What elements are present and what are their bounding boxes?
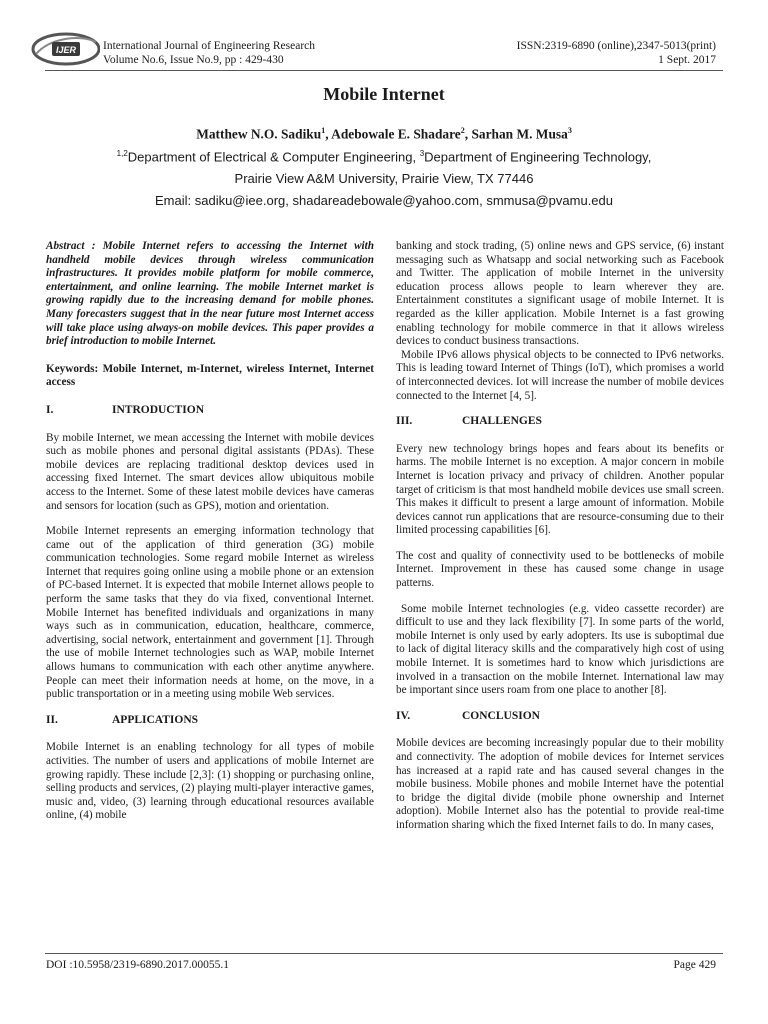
section-title: CONCLUSION (462, 709, 540, 722)
section-number: I. (46, 403, 54, 416)
paragraph: The cost and quality of connectivity used to be bottlenecks of mobile Internet. Improvement in these has caused some change in usage patterns. (396, 549, 724, 590)
paragraph: By mobile Internet, we mean accessing the Internet with mobile devices such as mobile phones and personal digital assistants (PDAs). These mobile devices are replacing traditional desktop devices used in accessing fixed Internet. The smart devices allow ubiquitous mobile access to the Internet. Some of these latest mobile devices have cameras and sensors for location (such as GPS), motion and orientation. (46, 431, 374, 512)
abstract: Abstract : Mobile Internet refers to accessing the Internet with handheld mobile devices through wireless communication infrastructures. It provides mobile platform for mobile commerce, entertainment, and online learning. The mobile Internet market is growing rapidly due to the increasing demand for mobile phones. Many forecasters suggest that in the near future most Internet access will take place using always-on mobile devices. This paper provides a brief introduction to mobile Internet. (46, 240, 374, 348)
section-heading-conclusion (396, 710, 724, 724)
author-emails: Email: sadiku@iee.org, shadareadebowale@yahoo.com, smmusa@pvamu.edu (155, 193, 613, 208)
section-heading-applications (46, 714, 374, 728)
affiliation-dept-2: Department of Engineering Technology, (424, 149, 652, 165)
paragraph: Mobile Internet represents an emerging information technology that came out of the application of third generation (3G) mobile communication technologies. Some regard mobile Internet as wireless Internet that requires going online using a mobile phone or an extension of PC-based Internet. It is expected that mobile Internet allows people to perform the same tasks that they do via fixed, conventional Internet. Mobile Internet has benefited individuals and organizations in many ways such as in communication, education, healthcare, commerce, advertising, social network, entertainment and government [1]. Through the use of mobile Internet technologies such as WAP, mobile Internet allows humans to communication with each other anytime anywhere. People can meet their information needs at home, on the move, in a public transportation or in a meeting using mobile Web services. (46, 525, 374, 701)
section-heading-challenges (396, 415, 724, 429)
footer-divider (45, 953, 723, 954)
right-column (396, 240, 724, 833)
author-sup: 3 (567, 126, 572, 135)
logo-text: IJER (55, 45, 77, 55)
section-title: APPLICATIONS (112, 713, 199, 726)
paragraph: Mobile Internet is an enabling technology for all types of mobile activities. The number of users and applications of mobile Internet are growing rapidly. These include [2,3]: (1) shopping or purchasing online, selling products and services, (2) playing multi-player interactive games, music and, video, (3) learning through educational resources available online, (4) mobile (46, 741, 374, 822)
author-sup: 1 (321, 126, 326, 135)
section-number: IV. (396, 709, 411, 722)
affiliation-sup: 3 (419, 149, 425, 158)
journal-info (103, 39, 315, 67)
author-name: Matthew N.O. Sadiku (196, 126, 322, 142)
paragraph: Mobile IPv6 allows physical objects to be connected to IPv6 networks. This is leading toward Internet of Things (IoT), which promises a world of interconnected devices. Iot will increase the number of mobile devices connected to the Internet [4, 5]. (396, 348, 724, 402)
affiliation-sup: 1,2 (116, 149, 128, 158)
affiliation-departments (0, 149, 768, 164)
author-sup: 2 (460, 126, 465, 135)
affiliation-university: Prairie View A&M University, Prairie View, TX 77446 (234, 171, 534, 186)
author-name: Sarhan M. Musa (471, 126, 568, 142)
paragraph: Some mobile Internet technologies (e.g. video cassette recorder) are difficult to use and they lack flexibility [7]. In some parts of the world, mobile Internet is only used by early adopters. Its use is suboptimal due to lack of digital literacy skills and the comparatively high cost of using mobile Internet. It is sometimes hard to know which jurisdictions are involved in a transaction on the mobile Internet. International law may be important since users roam from one place to another [8]. (396, 602, 724, 697)
doi: DOI :10.5958/2319-6890.2017.00055.1 (46, 959, 230, 971)
journal-issn-block (517, 39, 716, 67)
paragraph: banking and stock trading, (5) online news and GPS service, (6) instant messaging such as Whatsapp and social networking such as Facebook and Twitter. The application of mobile Internet in the university education process allows people to learn wherever they are. Entertainment constitutes a significant usage of mobile Internet. It is regarded as the killer application. Mobile Internet is a fast growing enabling technology for mobile commerce in that it allows wireless devices to conduct business transactions. (396, 240, 724, 348)
journal-name: International Journal of Engineering Research (103, 40, 316, 52)
paragraph: Every new technology brings hopes and fears about its benefits or harms. The mobile Internet is no exception. A major concern in mobile Internet is location privacy and privacy of children. Another popular target of criticism is that most handheld mobile devices use small screen. This makes it difficult to present a large amount of information. Mobile devices cannot run applications that are resource-consuming due to their limited processing capabilities [6]. (396, 442, 724, 537)
author-name: Adebowale E. Shadare (331, 126, 461, 142)
author-list: Matthew N.O. Sadiku$^1$, Adebowale E. Shadare$^2$, Sarhan M. Musa$^3$ (196, 126, 572, 142)
paragraph: Mobile devices are becoming increasingly popular due to their mobility and connectivity. The adoption of mobile devices for Internet services has increased at a rapid rate and has caused several changes in the mobile business. Mobile phones and mobile Internet have the potential to bridge the digital divide (mobile phone ownership and Internet adoption). Mobile Internet also has the potential to provide real-time information sharing which the fixed Internet fails to do. In many cases, (396, 737, 724, 831)
page-number: Page 429 (673, 959, 716, 971)
section-title: INTRODUCTION (112, 403, 205, 416)
paper-title: Mobile Internet (323, 84, 445, 104)
left-column (46, 240, 374, 823)
keywords: Keywords: Mobile Internet, m-Internet, wireless Internet, Internet access (46, 362, 374, 389)
journal-issn: ISSN:2319-6890 (online),2347-5013(print) (516, 40, 716, 52)
section-title: CHALLENGES (462, 415, 542, 428)
journal-date: 1 Sept. 2017 (658, 54, 716, 66)
header-divider (45, 70, 723, 71)
section-number: II. (46, 713, 58, 726)
journal-logo-icon (30, 32, 100, 66)
journal-volume: Volume No.6, Issue No.9, pp : 429-430 (103, 54, 284, 66)
affiliation-dept-1: Department of Electrical & Computer Engineering, (127, 149, 420, 165)
section-number: III. (396, 415, 413, 428)
section-heading-introduction (46, 404, 374, 418)
